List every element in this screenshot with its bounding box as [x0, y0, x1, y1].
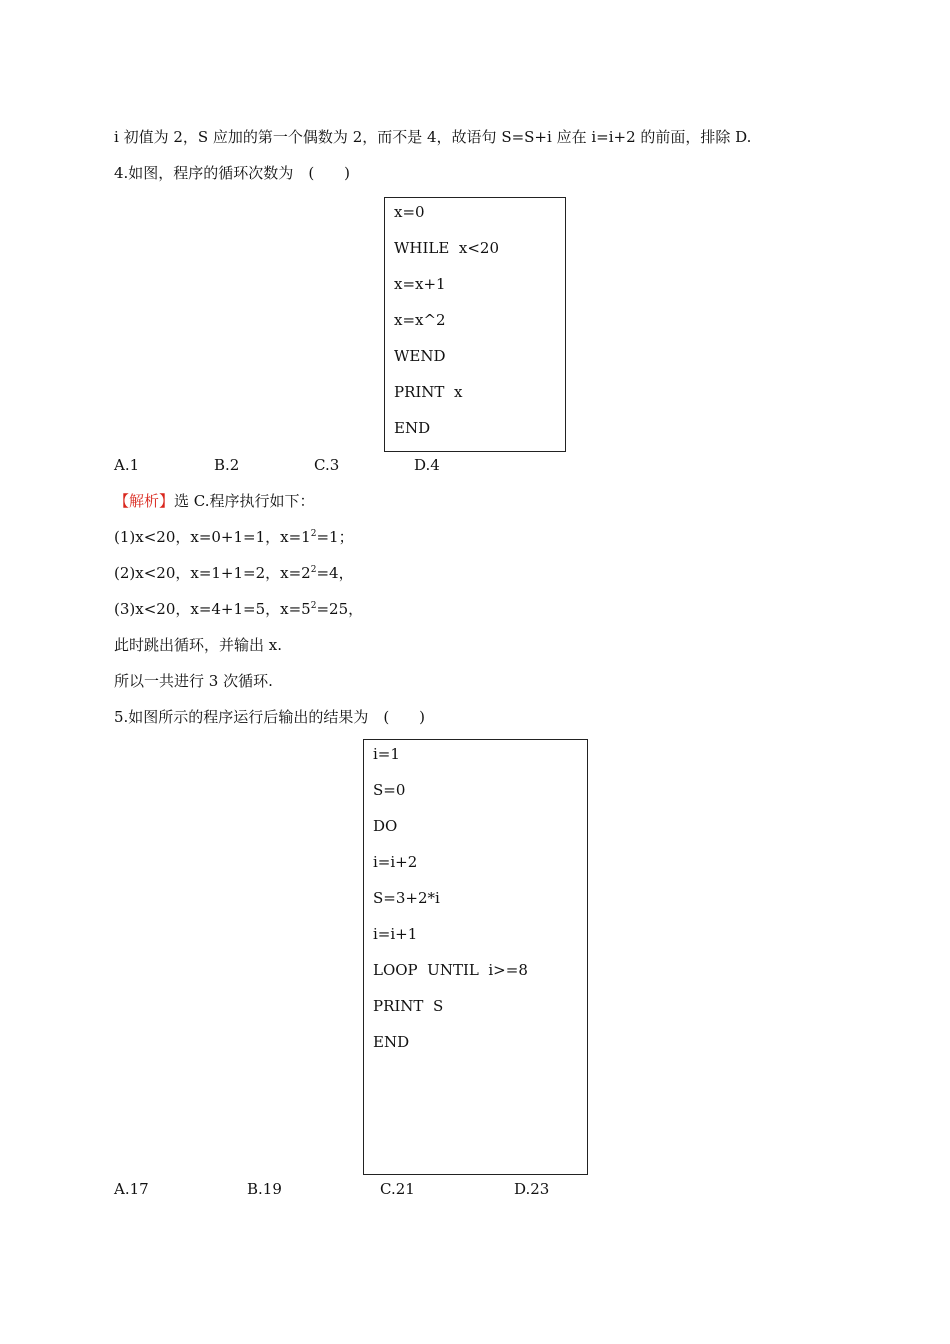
q4-code-line: x=0: [394, 203, 425, 221]
q4-step-1: [114, 527, 354, 547]
q5-choice-d: D.23: [514, 1180, 550, 1198]
q4-choice-d: D.4: [414, 456, 440, 474]
q4-step-2: [114, 563, 354, 583]
q5-code-line: DO: [373, 817, 398, 835]
q4-choice-c: C.3: [314, 456, 340, 474]
step-prefix: (2)x<20，x=1+1=2，x=2: [114, 564, 311, 582]
q5-code-box: [363, 739, 588, 1175]
q4-analysis: [114, 491, 315, 511]
step-prefix: (3)x<20，x=4+1=5，x=5: [114, 600, 311, 618]
step-suffix: =4，: [316, 564, 354, 582]
intro-line: i 初值为 2，S 应加的第一个偶数为 2，而不是 4，故语句 S=S+i 应在 i=i+2 的前面，排除 D.: [114, 128, 752, 146]
q4-code-line: WHILE x<20: [394, 239, 499, 257]
q5-code-line: S=3+2*i: [373, 889, 440, 907]
q4-choice-b: B.2: [214, 456, 240, 474]
q4-code-box: [384, 197, 566, 452]
q4-code-line: WEND: [394, 347, 446, 365]
step-suffix: =1；: [316, 528, 354, 546]
q4-code-line: PRINT x: [394, 383, 463, 401]
q5-question: 5.如图所示的程序运行后输出的结果为 ( ): [114, 708, 426, 726]
q4-step-3: [114, 599, 363, 619]
q4-code-line: END: [394, 419, 431, 437]
step-exponent: 2: [310, 529, 317, 539]
step-prefix: (1)x<20，x=0+1=1，x=1: [114, 528, 311, 546]
q4-choice-a: A.1: [114, 456, 140, 474]
q5-code-line: i=1: [373, 745, 400, 763]
q4-question: 4.如图，程序的循环次数为 ( ): [114, 164, 351, 182]
analysis-tag: 【解析】: [114, 492, 175, 510]
q4-total-line: 所以一共进行 3 次循环.: [114, 672, 273, 690]
q5-choice-b: B.19: [247, 1180, 282, 1198]
step-exponent: 2: [310, 601, 317, 611]
q5-code-line: i=i+2: [373, 853, 418, 871]
q5-code-line: i=i+1: [373, 925, 418, 943]
q5-code-line: PRINT S: [373, 997, 444, 1015]
q5-code-line: LOOP UNTIL i>=8: [373, 961, 528, 979]
q5-choices: [114, 1179, 874, 1199]
q5-choice-a: A.17: [114, 1180, 149, 1198]
q4-exit-line: 此时跳出循环，并输出 x.: [114, 636, 282, 654]
step-suffix: =25，: [316, 600, 364, 618]
analysis-text: 选 C.程序执行如下：: [174, 492, 315, 510]
q4-choices: [114, 455, 874, 475]
step-exponent: 2: [310, 565, 317, 575]
q5-choice-c: C.21: [380, 1180, 415, 1198]
q5-code-line: END: [373, 1033, 410, 1051]
q4-code-line: x=x+1: [394, 275, 446, 293]
q5-code-line: S=0: [373, 781, 406, 799]
q4-code-line: x=x^2: [394, 311, 446, 329]
